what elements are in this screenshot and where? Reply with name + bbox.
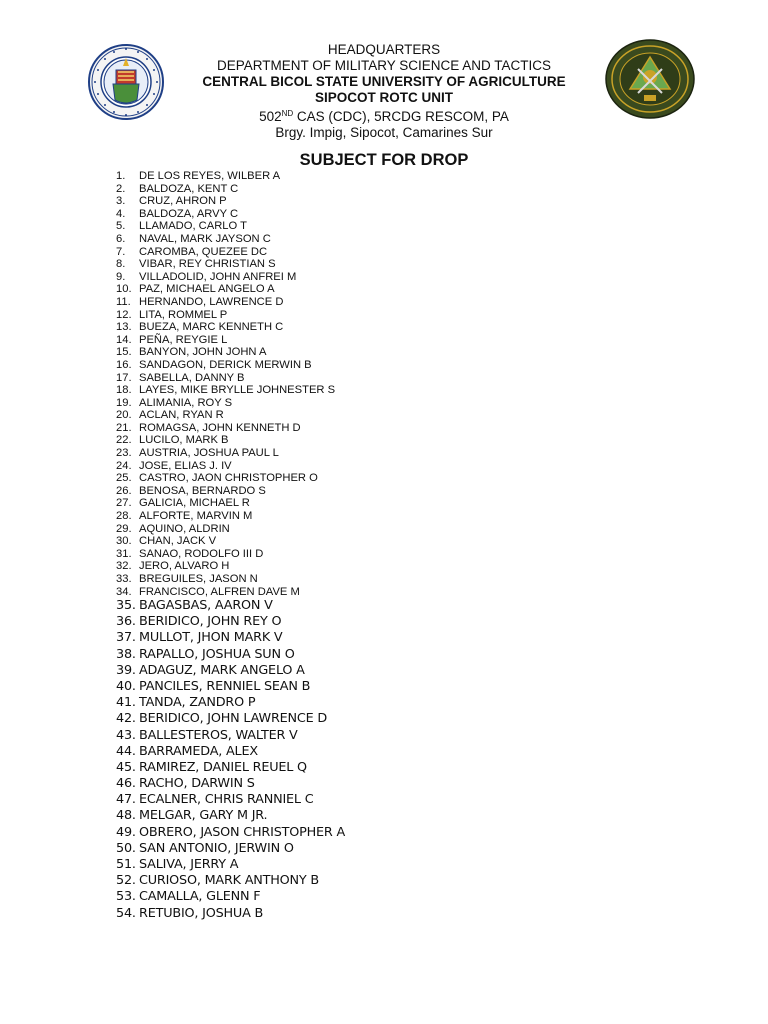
list-item-name: ACLAN, RYAN R — [139, 409, 224, 422]
list-item-name: LAYES, MIKE BRYLLE JOHNESTER S — [139, 384, 336, 397]
list-item-name: ADAGUZ, MARK ANGELO A — [139, 662, 305, 678]
list-item — [116, 271, 335, 284]
list-item-number: 21. — [116, 421, 132, 434]
list-item-number: 8. — [116, 258, 126, 271]
list-item — [116, 346, 335, 359]
names-list-part1 — [116, 170, 335, 598]
list-item-number: 33. — [116, 573, 132, 585]
list-item-number: 14. — [116, 333, 132, 346]
list-item — [116, 447, 335, 460]
list-item-number: 18. — [116, 384, 132, 397]
list-item-number: 34. — [116, 585, 132, 598]
list-item-number: 47. — [116, 792, 136, 808]
list-item-number: 32. — [116, 560, 132, 573]
list-item — [116, 744, 345, 760]
list-item — [116, 397, 335, 410]
list-item-number: 7. — [116, 245, 126, 258]
list-item-name: AUSTRIA, JOSHUA PAUL L — [139, 447, 279, 460]
military-science-seal-logo — [604, 39, 696, 119]
list-item — [116, 695, 345, 711]
header-university: CENTRAL BICOL STATE UNIVERSITY OF AGRICULTURE — [202, 74, 566, 89]
list-item-number: 31. — [116, 547, 132, 560]
list-item-name: ALFORTE, MARVIN M — [139, 510, 253, 523]
list-item-number: 41. — [116, 695, 136, 711]
list-item-name: TANDA, ZANDRO P — [139, 695, 256, 711]
list-item-number: 17. — [116, 371, 132, 384]
list-item-number: 10. — [116, 283, 132, 296]
list-item-number: 20. — [116, 409, 132, 422]
list-item-name: BENOSA, BERNARDO S — [139, 484, 266, 497]
list-item — [116, 485, 335, 498]
list-item-name: SAN ANTONIO, JERWIN O — [139, 840, 294, 856]
names-list-part2 — [116, 598, 345, 922]
list-item-name: LUCILO, MARK B — [139, 434, 229, 447]
list-item — [116, 889, 345, 905]
list-item-number: 16. — [116, 358, 132, 371]
list-item-number: 12. — [116, 308, 132, 321]
list-item-name: CASTRO, JAON CHRISTOPHER O — [139, 472, 318, 485]
list-item-number: 40. — [116, 678, 136, 694]
list-item-name: FRANCISCO, ALFREN DAVE M — [139, 585, 300, 598]
list-item-number: 28. — [116, 510, 132, 523]
list-item-name: NAVAL, MARK JAYSON C — [139, 232, 271, 245]
list-item — [116, 792, 345, 808]
list-item-name: VILLADOLID, JOHN ANFREI M — [139, 270, 297, 283]
list-item — [116, 359, 335, 372]
list-item — [116, 573, 335, 586]
list-item-name: JOSE, ELIAS J. IV — [139, 459, 232, 472]
list-item-number: 15. — [116, 346, 132, 359]
list-item — [116, 233, 335, 246]
header-unit: SIPOCOT ROTC UNIT — [315, 90, 453, 105]
list-item — [116, 246, 335, 259]
list-item — [116, 510, 335, 523]
list-item-name: PANCILES, RENNIEL SEAN B — [139, 678, 311, 694]
list-item — [116, 873, 345, 889]
list-item-name: GALICIA, MICHAEL R — [139, 497, 250, 510]
list-item-number: 23. — [116, 447, 132, 460]
list-item-number: 52. — [116, 873, 136, 889]
list-item-name: LLAMADO, CARLO T — [139, 220, 247, 233]
list-item-number: 19. — [116, 396, 132, 409]
list-item-number: 48. — [116, 808, 136, 824]
list-item — [116, 258, 335, 271]
list-item-name: SANDAGON, DERICK MERWIN B — [139, 358, 312, 371]
list-item-number: 54. — [116, 905, 136, 921]
list-item-number: 11. — [116, 295, 131, 308]
list-item-number: 1. — [116, 170, 126, 182]
list-item — [116, 598, 345, 614]
header-command-rest: CAS (CDC), 5RCDG RESCOM, PA — [293, 109, 509, 124]
list-item — [116, 711, 345, 727]
list-item-name: BAGASBAS, AARON V — [139, 598, 273, 613]
header-address: Brgy. Impig, Sipocot, Camarines Sur — [275, 125, 493, 140]
header-command-superscript: ND — [281, 109, 294, 118]
list-item-number: 22. — [116, 434, 132, 447]
document-title: SUBJECT FOR DROP — [299, 151, 469, 169]
list-item — [116, 334, 335, 347]
list-item — [116, 409, 335, 422]
list-item — [116, 170, 335, 183]
list-item-number: 44. — [116, 743, 136, 759]
list-item-name: OBRERO, JASON CHRISTOPHER A — [139, 824, 346, 840]
list-item-number: 9. — [116, 270, 126, 283]
list-item — [116, 208, 335, 221]
list-item-number: 39. — [116, 662, 136, 678]
list-item — [116, 679, 345, 695]
list-item-name: RETUBIO, JOSHUA B — [139, 905, 264, 921]
military-seal-icon — [604, 39, 696, 119]
list-item — [116, 309, 335, 322]
list-item-number: 24. — [116, 459, 132, 472]
list-item-name: BALLESTEROS, WALTER V — [139, 727, 298, 743]
list-item-name: ROMAGSA, JOHN KENNETH D — [139, 421, 301, 434]
list-item-name: MULLOT, JHON MARK V — [139, 630, 283, 646]
list-item-number: 30. — [116, 535, 132, 548]
list-item-name: SABELLA, DANNY B — [139, 371, 245, 384]
list-item — [116, 825, 345, 841]
list-item — [116, 728, 345, 744]
list-item-number: 45. — [116, 759, 136, 775]
list-item-name: PAZ, MICHAEL ANGELO A — [139, 283, 275, 296]
list-item — [116, 460, 335, 473]
list-item-number: 38. — [116, 646, 136, 662]
list-item — [116, 841, 345, 857]
list-item-number: 50. — [116, 840, 136, 856]
list-item — [116, 422, 335, 435]
list-item — [116, 647, 345, 663]
list-item — [116, 776, 345, 792]
list-item-number: 46. — [116, 776, 136, 792]
list-item-name: BARRAMEDA, ALEX — [139, 743, 258, 759]
list-item-name: SALIVA, JERRY A — [139, 857, 239, 872]
list-item-name: DE LOS REYES, WILBER A — [139, 170, 281, 182]
list-item — [116, 472, 335, 485]
list-item — [116, 220, 335, 233]
list-item — [116, 195, 335, 208]
list-item-number: 36. — [116, 614, 136, 630]
list-item-name: CAROMBA, QUEZEE DC — [139, 245, 268, 258]
list-item-number: 53. — [116, 889, 136, 905]
list-item-number: 3. — [116, 195, 126, 208]
list-item — [116, 372, 335, 385]
list-item-name: BALDOZA, KENT C — [139, 182, 239, 195]
list-item — [116, 535, 335, 548]
list-item-name: CURIOSO, MARK ANTHONY B — [139, 873, 319, 889]
list-item — [116, 283, 335, 296]
list-item — [116, 384, 335, 397]
list-item-name: LITA, ROMMEL P — [139, 308, 228, 321]
list-item-number: 43. — [116, 727, 136, 743]
list-item — [116, 183, 335, 196]
header-department: DEPARTMENT OF MILITARY SCIENCE AND TACTICS — [216, 58, 552, 73]
list-item — [116, 808, 345, 824]
list-item-name: HERNANDO, LAWRENCE D — [139, 295, 284, 308]
list-item-name: BERIDICO, JOHN LAWRENCE D — [139, 711, 328, 727]
list-item-name: RACHO, DARWIN S — [139, 776, 255, 792]
list-item-number: 6. — [116, 232, 126, 245]
list-item — [116, 630, 345, 646]
list-item-number: 27. — [116, 497, 132, 510]
list-item — [116, 614, 345, 630]
list-item-number: 42. — [116, 711, 136, 727]
list-item-name: BERIDICO, JOHN REY O — [139, 614, 282, 630]
list-item — [116, 296, 335, 309]
list-item-name: VIBAR, REY CHRISTIAN S — [139, 258, 276, 271]
list-item-name: SANAO, RODOLFO III D — [139, 547, 264, 560]
list-item-number: 49. — [116, 824, 136, 840]
list-item — [116, 548, 335, 561]
list-item-name: BALDOZA, ARVY C — [139, 207, 239, 220]
list-item — [116, 586, 335, 599]
list-item-name: PEÑA, REYGIE L — [139, 333, 228, 346]
list-item-name: AQUINO, ALDRIN — [139, 522, 230, 535]
list-item-name: ALIMANIA, ROY S — [139, 396, 233, 409]
list-item — [116, 523, 335, 536]
header-headquarters: HEADQUARTERS — [327, 42, 441, 57]
list-item — [116, 497, 335, 510]
list-item-name: CAMALLA, GLENN F — [139, 889, 261, 905]
list-item — [116, 663, 345, 679]
list-item-name: MELGAR, GARY M JR. — [139, 808, 268, 824]
list-item-number: 29. — [116, 522, 132, 535]
list-item-number: 35. — [116, 598, 136, 613]
list-item-number: 37. — [116, 630, 136, 646]
list-item-number: 51. — [116, 857, 136, 872]
list-item-number: 2. — [116, 182, 126, 195]
list-item — [116, 434, 335, 447]
list-item — [116, 906, 345, 922]
list-item-number: 26. — [116, 484, 132, 497]
list-item-name: BANYON, JOHN JOHN A — [139, 346, 267, 359]
list-item-number: 5. — [116, 220, 126, 233]
list-item-name: BREGUILES, JASON N — [139, 573, 258, 585]
header-command-number: 502 — [259, 109, 282, 124]
list-item-name: JERO, ALVARO H — [139, 560, 230, 573]
list-item — [116, 857, 345, 873]
list-item — [116, 760, 345, 776]
list-item-number: 25. — [116, 472, 132, 485]
list-item-name: CHAN, JACK V — [139, 535, 217, 548]
list-item-name: RAPALLO, JOSHUA SUN O — [139, 646, 295, 662]
list-item — [116, 321, 335, 334]
list-item-name: BUEZA, MARC KENNETH C — [139, 321, 284, 334]
list-item — [116, 560, 335, 573]
list-item-number: 13. — [116, 321, 132, 334]
list-item-name: CRUZ, AHRON P — [139, 195, 227, 208]
list-item-name: RAMIREZ, DANIEL REUEL Q — [139, 759, 307, 775]
list-item-name: ECALNER, CHRIS RANNIEL C — [139, 792, 314, 808]
list-item-number: 4. — [116, 207, 126, 220]
